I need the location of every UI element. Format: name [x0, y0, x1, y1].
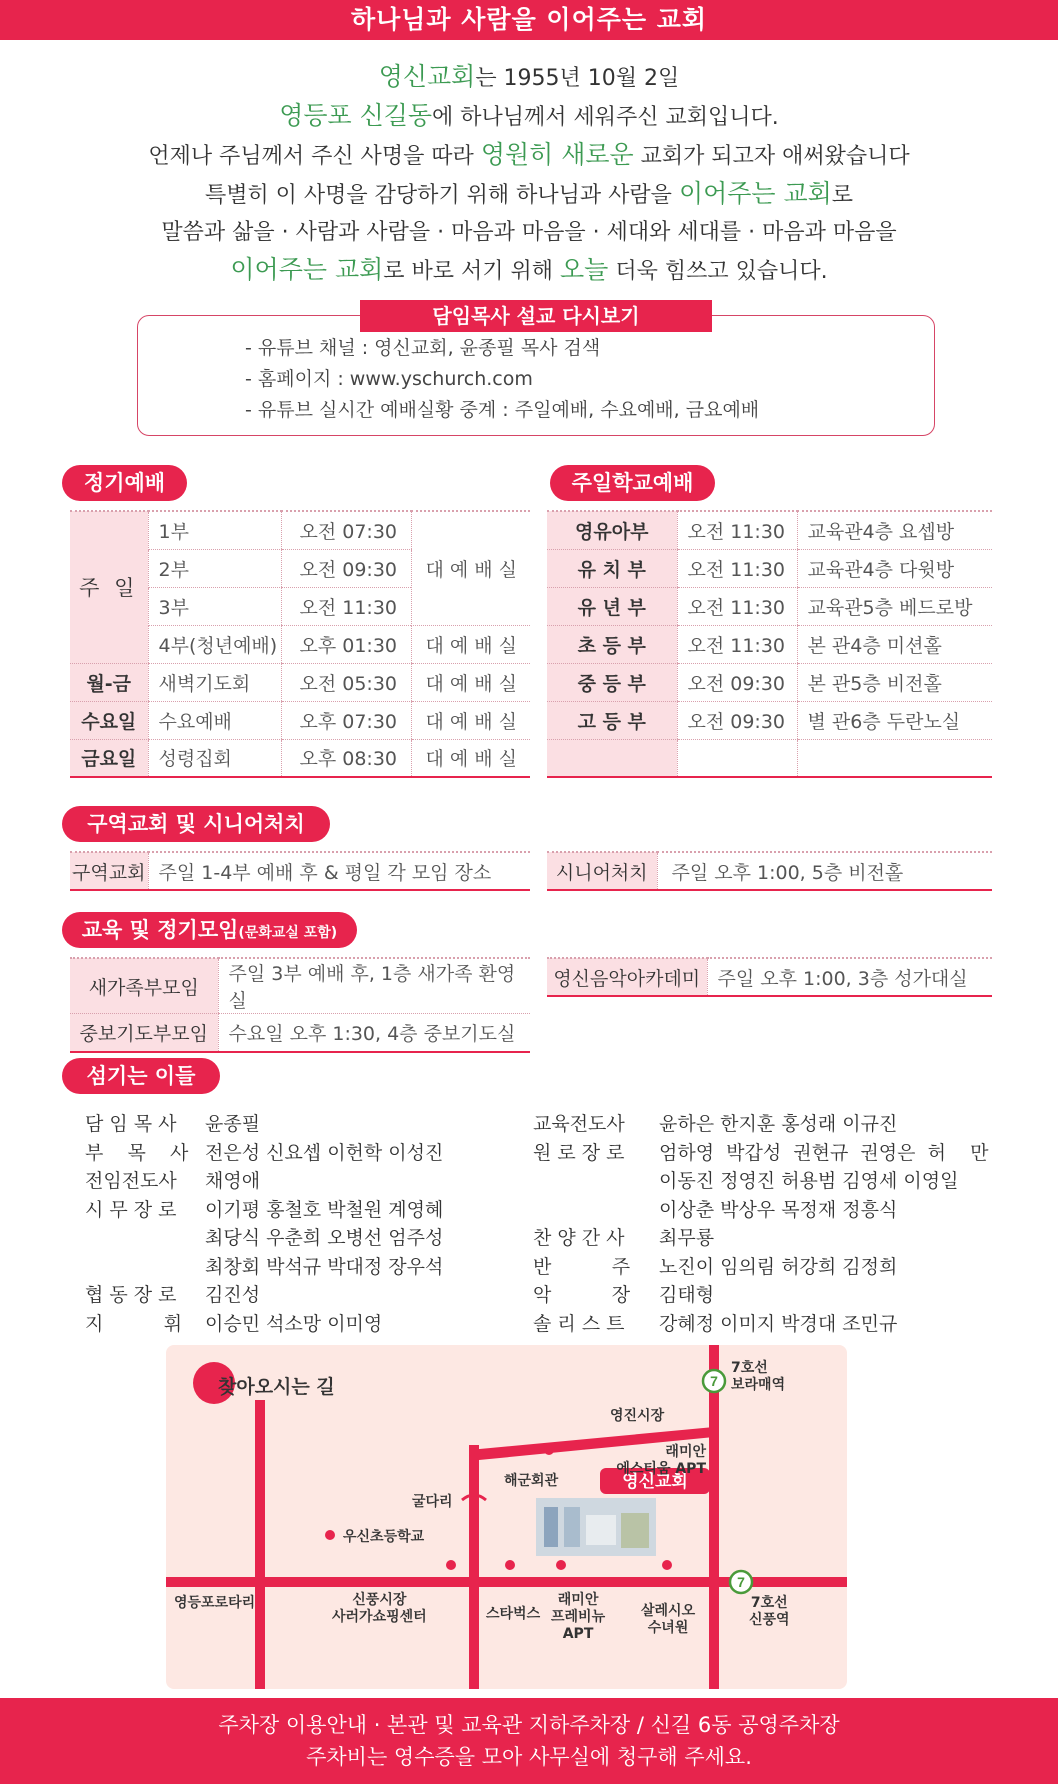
table-row: [547, 739, 992, 777]
side-road-vertical: [469, 1445, 479, 1689]
table-row: 유 치 부 오전 11:30 교육관4층 다윗방: [547, 549, 992, 587]
district-church-table: [70, 851, 530, 891]
intro-line-2: 영등포 신길동에 하나님께서 세워주신 교회입니다.: [279, 101, 779, 130]
table-row: 2부 오전 09:30: [70, 549, 530, 587]
usin-school-label: 우신초등학교: [343, 1529, 425, 1545]
raemian-estium-label: 래미안 에스티움 APT: [616, 1444, 706, 1477]
regular-worship-title: 정기예배: [62, 465, 187, 501]
intro-line-6: 이어주는 교회로 바로 서기 위해 오늘 더욱 힘쓰고 있습니다.: [230, 255, 828, 284]
boramae-station-label: 7호선 보라매역: [731, 1360, 786, 1393]
table-row: 영신음악아카데미 주일 오후 1:00, 3층 성가대실: [547, 958, 992, 996]
sunday-school-table: [547, 510, 992, 778]
intro-line-3: 언제나 주님께서 주신 사명을 따라 영원히 새로운 교회가 되고자 애써왔습니다: [148, 140, 910, 169]
list-item: 부 목 사 전은성 신요셉 이헌학 이성진: [85, 1141, 444, 1164]
staff-list-right: [533, 1110, 1013, 1338]
starbucks-marker-icon: [505, 1560, 515, 1570]
table-row: 중보기도부모임 수요일 오후 1:30, 4층 중보기도실: [70, 1014, 530, 1052]
list-item: 교육전도사 윤하은 한지훈 홍성래 이규진: [533, 1113, 898, 1135]
sinpung-market-label: 신풍시장 사러가쇼핑센터: [332, 1592, 427, 1625]
salesio-label: 살레시오 수녀원: [641, 1603, 696, 1636]
list-item: 반 주 노진이 임의림 허강희 김정희: [533, 1255, 898, 1278]
school-marker-icon: [325, 1530, 335, 1540]
salesio-marker-icon: [662, 1560, 672, 1570]
raemian-prevenue-marker-icon: [556, 1560, 566, 1570]
staff-title: 섬기는 이들: [62, 1058, 220, 1094]
sermon-replay-info: [245, 333, 759, 426]
raemian-prevenue-label: 래미안 프레비뉴 APT: [551, 1592, 606, 1642]
yeongdeungpo-rotary-label: 영등포로타리: [174, 1595, 256, 1611]
sermon-replay-title: 담임목사 설교 다시보기: [360, 300, 712, 332]
table-row: 주 일 1부 오전 07:30 대 예 배 실: [70, 511, 530, 549]
list-item: 전임전도사 채영애: [85, 1170, 261, 1192]
starbucks-label: 스타벅스: [486, 1606, 541, 1622]
list-item: 최당식 우춘희 오병선 엄주성: [205, 1227, 444, 1249]
yeongjin-market-label: 영진시장: [610, 1408, 665, 1424]
intro-line-4: 특별히 이 사명을 감당하기 위해 하나님과 사람을 이어주는 교회로: [204, 179, 854, 208]
list-item: 지 휘 이승민 석소망 이미영: [85, 1312, 383, 1335]
table-row: 3부 오전 11:30: [70, 587, 530, 625]
list-item: 협 동 장 로 김진성: [85, 1284, 261, 1306]
education-meetings-title: 교육 및 정기모임(문화교실 포함): [62, 912, 357, 948]
page-header: 하나님과 사람을 이어주는 교회: [0, 0, 1058, 40]
line7-number-north: 7: [710, 1373, 718, 1389]
table-row: 영유아부 오전 11:30 교육관4층 요셉방: [547, 511, 992, 549]
list-item: 시 무 장 로 이기평 홍철호 박철원 계영혜: [85, 1198, 444, 1221]
list-item: 솔 리 스 트 강혜정 이미지 박경대 조민규: [533, 1312, 898, 1335]
sinpung-station-label: 7호선 신풍역: [749, 1595, 790, 1628]
senior-church-table: [547, 851, 992, 891]
sunday-school-title: 주일학교예배: [550, 465, 715, 501]
church-introduction: [0, 58, 1058, 290]
homepage-text[interactable]: - 홈페이지 : www.yschurch.com: [245, 368, 533, 390]
line7-number-south: 7: [737, 1574, 745, 1590]
sinpung-market-marker-icon: [446, 1560, 456, 1570]
list-item: 악 장 김태형: [533, 1284, 715, 1306]
table-row: 유 년 부 오전 11:30 교육관5층 베드로방: [547, 587, 992, 625]
table-row: 금요일 성령집회 오후 08:30 대 예 배 실: [70, 739, 530, 777]
district-senior-title: 구역교회 및 시니어처치: [62, 806, 330, 842]
main-road-vertical: [709, 1345, 719, 1689]
list-item: 최창회 박석규 박대정 장우석: [205, 1255, 444, 1278]
table-row: 새가족부모임 주일 3부 예배 후, 1층 새가족 환영실: [70, 958, 530, 1014]
table-row: 시니어처치 주일 오후 1:00, 5층 비전홀: [547, 852, 992, 890]
list-item: 담 임 목 사 윤종필: [85, 1113, 261, 1135]
list-item: 이상춘 박상우 목정재 정흥식: [659, 1198, 898, 1221]
intro-line-1: 영신교회는 1955년 10월 2일: [378, 62, 680, 91]
staff-list-left: [85, 1110, 535, 1338]
sunday-label: 주 일: [70, 511, 148, 663]
table-row: 수요일 수요예배 오후 07:30 대 예 배 실: [70, 701, 530, 739]
table-row: 초 등 부 오전 11:30 본 관4층 미션홀: [547, 625, 992, 663]
parking-info-line-2: 주차비는 영수증을 모아 사무실에 청구해 주세요.: [306, 1745, 752, 1769]
table-row: 중 등 부 오전 09:30 본 관5층 비전홀: [547, 663, 992, 701]
guldari-label: 굴다리: [412, 1494, 453, 1510]
navy-hall-marker-icon: [544, 1445, 554, 1455]
intro-line-5: 말씀과 삶을 · 사람과 사람을 · 마음과 마음을 · 세대와 세대를 · 마음과 마음을: [161, 220, 897, 245]
west-road-vertical: [255, 1400, 265, 1689]
table-row: 구역교회 주일 1-4부 예배 후 & 평일 각 모임 장소: [70, 852, 530, 890]
list-item: 이동진 정영진 허용범 김영세 이영일: [659, 1170, 959, 1192]
list-item: 원 로 장 로 엄하영 박갑성 권현규 권영은 허 만: [533, 1141, 989, 1164]
table-row: 월-금 새벽기도회 오전 05:30 대 예 배 실: [70, 663, 530, 701]
table-row: 고 등 부 오전 09:30 별 관6층 두란노실: [547, 701, 992, 739]
list-item: 찬 양 간 사 최무룡: [533, 1227, 715, 1249]
youtube-live-text: - 유튜브 실시간 예배실황 중계 : 주일예배, 수요예배, 금요예배: [245, 399, 760, 421]
navy-hall-label: 해군회관: [504, 1473, 559, 1489]
church-badge-label: 영신교회: [622, 1472, 688, 1492]
directions-map: [166, 1345, 847, 1689]
music-academy-table: [547, 957, 992, 997]
parking-info-footer: [0, 1698, 1058, 1784]
youtube-channel-text: - 유튜브 채널 : 영신교회, 윤종필 목사 검색: [245, 337, 601, 359]
table-row: 4부(청년예배) 오후 01:30 대 예 배 실: [70, 625, 530, 663]
map-title: 찾아오시는 길: [218, 1376, 335, 1398]
parking-info-line-1: 주차장 이용안내 · 본관 및 교육관 지하주차장 / 신길 6동 공영주차장: [218, 1713, 840, 1737]
education-meetings-table: [70, 957, 530, 1053]
regular-worship-table: [70, 510, 530, 778]
main-hall-label: 대 예 배 실: [411, 511, 530, 625]
